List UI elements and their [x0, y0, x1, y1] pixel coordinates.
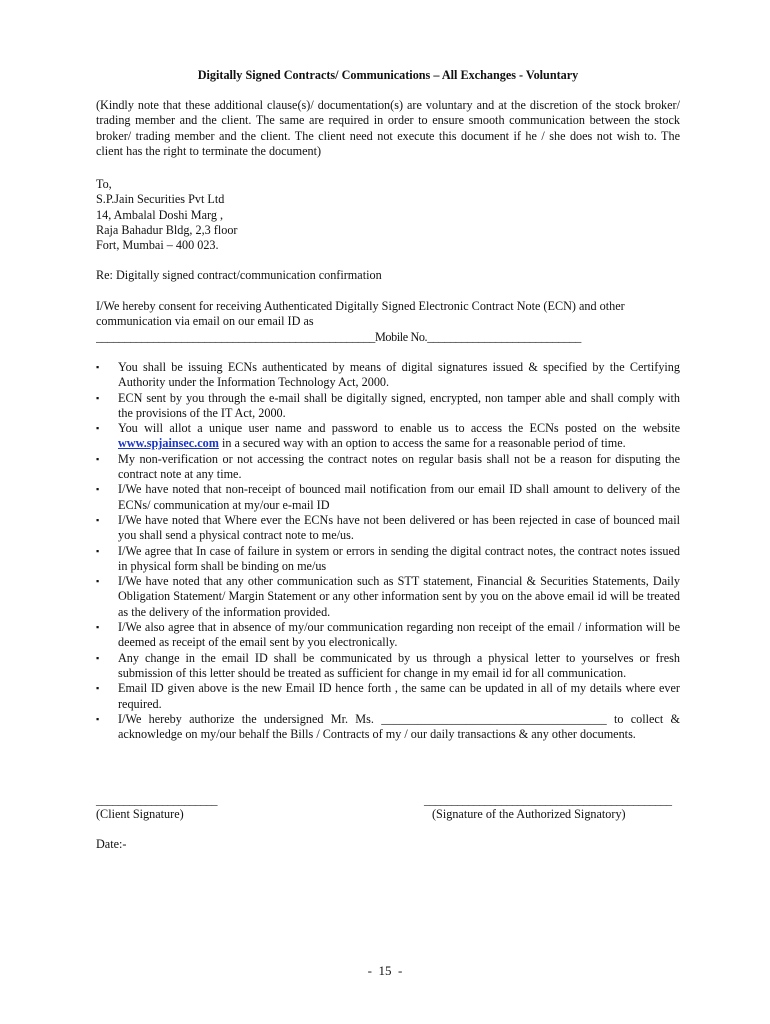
list-item [96, 482, 680, 513]
list-item-text: You will allot a unique user name and password to enable us to access the ECNs posted on the website [118, 421, 680, 436]
list-item-text: I/We agree that In case of failure in system or errors in sending the digital contract notes, the contract notes issued in physical form shall be binding on me/us [118, 543, 680, 573]
email-mobile-blanks: _________________________________________________Mobile No.___________________________ [96, 329, 581, 344]
list-item-text: I/We have noted that Where ever the ECNs have not been delivered or has been rejected in case of bounced mail you shall send a physical contract note to me/us. [118, 512, 680, 543]
address-line: Raja Bahadur Bldg, 2,3 floor [96, 222, 238, 237]
list-item [96, 421, 680, 452]
address-block [96, 177, 680, 253]
list-item-text: You shall be issuing ECNs authenticated by means of digital signatures issued & specified by the Certifying Authority under the Information Technology Act, 2000. [118, 360, 680, 390]
list-item [96, 360, 680, 391]
bullet-icon: ▪ [96, 453, 100, 464]
client-signature-label: (Client Signature) [96, 807, 184, 821]
list-item-text: ECN sent by you through the e-mail shall be digitally signed, encrypted, non tamper able and shall comply with the provisions of the IT Act, 2000. [118, 390, 680, 420]
address-line: S.P.Jain Securities Pvt Ltd [96, 192, 225, 207]
bullet-icon: ▪ [96, 652, 100, 663]
list-item-text: My non-verification or not accessing the contract notes on regular basis shall not be a reason for disputing the contract note at any time. [118, 451, 680, 482]
page-number: - 15 - [367, 963, 403, 978]
bullet-icon: ▪ [96, 514, 100, 525]
bullet-icon: ▪ [96, 362, 100, 372]
list-item [96, 574, 680, 620]
authorized-signature-line: _____________________________________________ [424, 793, 672, 807]
bullet-icon: ▪ [96, 622, 100, 633]
intro-paragraph: (Kindly note that these additional clause(s)/ documentation(s) are voluntary and at the discretion of the stock broker/ trading member and the client. The same are required in order to ensure smooth communication between the stock broker/ trading member and the client. The client need not execute this document if he / she does not wish to. The client has the right to terminate the document) [96, 98, 680, 158]
list-item [96, 651, 680, 682]
list-item-text: I/We also agree that in absence of my/our communication regarding non receipt of the email / information will be deemed as receipt of the email sent by you electronically. [118, 620, 680, 650]
address-to: To, [96, 177, 112, 191]
consent-paragraph [96, 299, 680, 345]
list-item [96, 712, 680, 743]
list-item [96, 620, 680, 651]
client-signature-line: ______________________ [96, 793, 217, 807]
list-item-text: Any change in the email ID shall be communicated by us through a physical letter to yourselves or fresh submission of this letter should be treated as sufficient for change in my email id for all communication. [118, 650, 680, 680]
bullet-icon: ▪ [96, 392, 100, 403]
list-item [96, 681, 680, 712]
list-item [96, 391, 680, 422]
bullet-icon: ▪ [96, 683, 100, 694]
address-line: 14, Ambalal Doshi Marg , [96, 207, 224, 222]
bullet-icon: ▪ [96, 423, 100, 434]
list-item [96, 513, 680, 544]
bullet-icon: ▪ [96, 576, 100, 587]
bullet-icon: ▪ [96, 545, 100, 556]
list-item-text: in a secured way with an option to access the same for a reasonable period of time. [218, 436, 626, 451]
website-link[interactable]: www.spjainsec.com [118, 436, 219, 451]
consent-text: I/We hereby consent for receiving Authenticated Digitally Signed Electronic Contract Note (ECN) and other communication via email on our email ID as [96, 299, 625, 329]
terms-list [96, 360, 680, 742]
document-title: Digitally Signed Contracts/ Communications – All Exchanges - Voluntary [197, 68, 579, 82]
bullet-icon: ▪ [96, 713, 100, 724]
date-label: Date:- [96, 837, 127, 851]
list-item-text: I/We have noted that any other communication such as STT statement, Financial & Securities Statements, Daily Obligation Statement/ Margin Statement or any other information sent by you on the above email id will be treated as the delivery of the information provided. [118, 574, 680, 619]
list-item-text: I/We hereby authorize the undersigned Mr. Ms. _____________________________________ to collect & acknowledge on my/our behalf the Bills / Contracts of my / our daily transactions & any other documents. [118, 711, 680, 742]
list-item-text: I/We have noted that non-receipt of bounced mail notification from our email ID shall amount to delivery of the ECNs/ communication at my/our e-mail ID [118, 482, 680, 512]
list-item [96, 544, 680, 575]
authorized-signature-label: (Signature of the Authorized Signatory) [432, 807, 626, 821]
bullet-icon: ▪ [96, 484, 100, 495]
list-item [96, 452, 680, 483]
re-line: Re: Digitally signed contract/communication confirmation [96, 268, 382, 282]
list-item-text: Email ID given above is the new Email ID hence forth , the same can be updated in all of my details where ever required. [118, 681, 680, 711]
address-line: Fort, Mumbai – 400 023. [96, 238, 219, 253]
